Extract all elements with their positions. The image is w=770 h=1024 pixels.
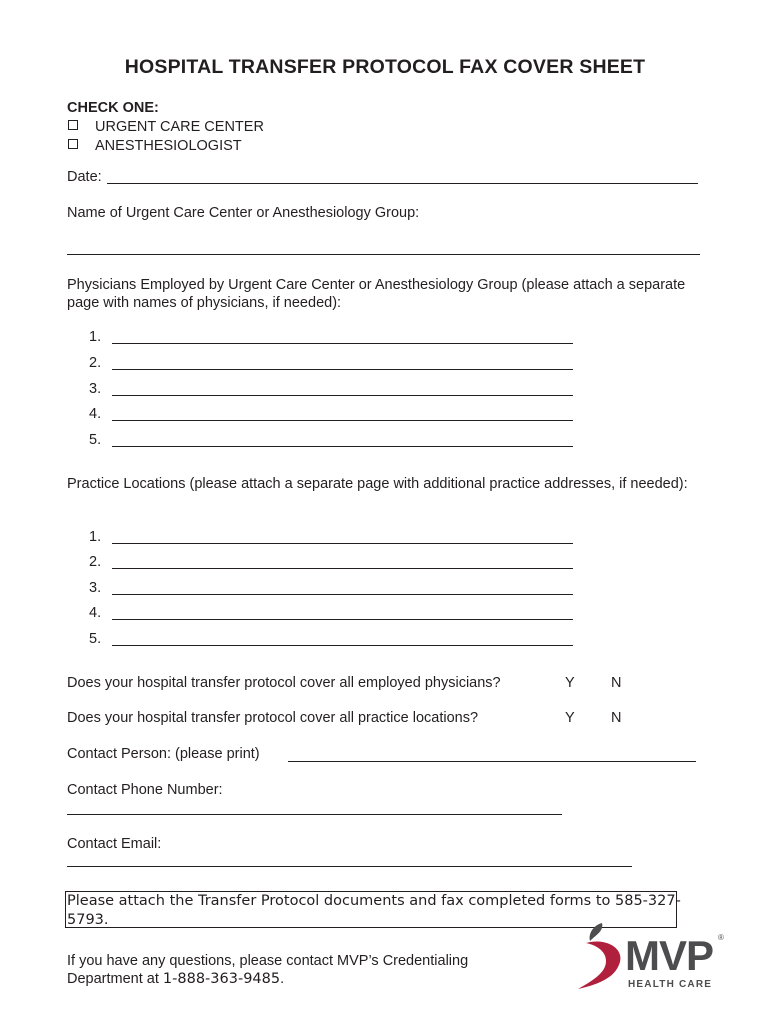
- location-number: 5.: [89, 631, 102, 647]
- option-urgent-care[interactable]: [68, 119, 264, 135]
- footer-line-1: If you have any questions, please contact MVP’s Credentialing: [67, 953, 469, 969]
- physician-field-4[interactable]: [112, 420, 573, 421]
- logo-wordmark: MVP: [625, 932, 714, 979]
- physician-number: 5.: [89, 432, 102, 448]
- contact-phone-field[interactable]: [67, 814, 562, 815]
- physician-number: 4.: [89, 406, 102, 422]
- physician-number: 1.: [89, 329, 102, 345]
- contact-email-label: Contact Email:: [67, 836, 162, 852]
- location-field-5[interactable]: [112, 645, 573, 646]
- contact-person-field-part1[interactable]: [288, 761, 565, 762]
- answer-yes-physicians[interactable]: Y: [565, 675, 575, 691]
- check-one-heading: CHECK ONE:: [67, 100, 159, 116]
- option-anesthesiologist-label: ANESTHESIOLOGIST: [95, 138, 242, 154]
- group-label: Name of Urgent Care Center or Anesthesiology Group:: [67, 205, 420, 221]
- contact-person-field[interactable]: [565, 761, 696, 762]
- physician-field-3[interactable]: [112, 395, 573, 396]
- location-number: 1.: [89, 529, 102, 545]
- location-number: 4.: [89, 605, 102, 621]
- footer-line-2-prefix: Department at: [67, 971, 163, 987]
- answer-yes-locations[interactable]: Y: [565, 710, 575, 726]
- location-field-3[interactable]: [112, 594, 573, 595]
- location-field-2[interactable]: [112, 568, 573, 569]
- footer-line-2-suffix: .: [280, 971, 285, 987]
- date-field[interactable]: [203, 183, 698, 184]
- physician-field-5[interactable]: [112, 446, 573, 447]
- answer-no-physicians[interactable]: N: [611, 675, 622, 691]
- physician-field-1[interactable]: [112, 343, 573, 344]
- logo-subtitle: HEALTH CARE: [628, 979, 713, 990]
- answer-no-locations[interactable]: N: [611, 710, 622, 726]
- option-anesthesiologist[interactable]: [68, 138, 242, 154]
- footer-phone: 1-888-363-9485: [162, 971, 281, 987]
- date-label: Date:: [67, 169, 102, 185]
- question-physicians: Does your hospital transfer protocol cover all employed physicians?: [67, 675, 501, 691]
- checkbox-anesthesiologist[interactable]: [68, 139, 78, 149]
- contact-email-field[interactable]: [624, 866, 632, 867]
- group-name-field[interactable]: [67, 254, 700, 255]
- registered-mark: ®: [718, 933, 724, 942]
- contact-person-label: Contact Person: (please print): [67, 746, 260, 762]
- checkbox-urgent-care[interactable]: [68, 120, 78, 130]
- location-number: 3.: [89, 580, 102, 596]
- contact-email-field-part1[interactable]: [67, 866, 624, 867]
- physician-field-2[interactable]: [112, 369, 573, 370]
- physician-number: 2.: [89, 355, 102, 371]
- location-field-1[interactable]: [112, 543, 573, 544]
- location-number: 2.: [89, 554, 102, 570]
- option-urgent-care-label: URGENT CARE CENTER: [95, 119, 264, 135]
- notice-text: Please attach the Transfer Protocol documents and fax completed forms to 585-327-5793.: [67, 893, 681, 928]
- date-field-part1[interactable]: [107, 183, 203, 184]
- physicians-label: Physicians Employed by Urgent Care Center or Anesthesiology Group (please attach a separate page with names of physicians, if needed):: [67, 277, 686, 311]
- footer-line-2: [67, 971, 284, 987]
- physician-number: 3.: [89, 381, 102, 397]
- mvp-logo: [572, 915, 732, 995]
- locations-label: Practice Locations (please attach a separate page with additional practice addresses, if needed):: [67, 476, 688, 492]
- page-title: HOSPITAL TRANSFER PROTOCOL FAX COVER SHEET: [124, 56, 646, 78]
- question-locations: Does your hospital transfer protocol cover all practice locations?: [67, 710, 479, 726]
- contact-phone-label: Contact Phone Number:: [67, 782, 223, 798]
- location-field-4[interactable]: [112, 619, 573, 620]
